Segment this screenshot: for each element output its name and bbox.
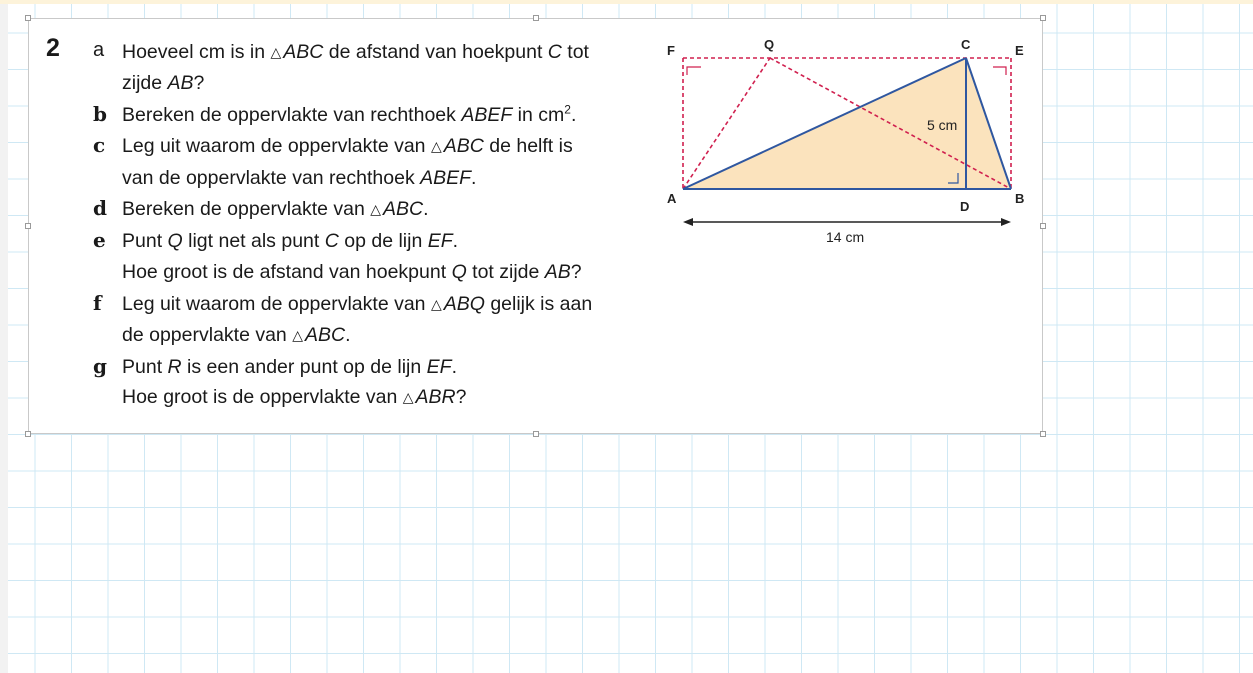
question-letter-e: e xyxy=(93,228,106,252)
point-label-b: B xyxy=(1015,191,1025,206)
text-segment: . xyxy=(452,230,459,252)
point-label-d: D xyxy=(960,199,970,214)
text-segment: Punt xyxy=(122,230,168,252)
text-segment: . xyxy=(471,167,477,189)
question-letter-c: c xyxy=(93,133,106,157)
text-segment: de oppervlakte van xyxy=(122,324,293,346)
text-segment: gelijk is aan xyxy=(484,293,593,315)
text-segment: Bereken de oppervlakte van rechthoek xyxy=(122,104,462,126)
math-variable: Q xyxy=(451,261,467,283)
text-segment: Hoe groot is de afstand van hoekpunt xyxy=(122,261,452,283)
math-variable: ABC xyxy=(383,198,424,220)
text-segment: de helft is xyxy=(483,135,573,157)
triangle-symbol: △ xyxy=(270,44,282,60)
point-label-c: C xyxy=(961,37,971,52)
triangle-symbol: △ xyxy=(370,201,382,217)
text-segment: de afstand van hoekpunt xyxy=(323,41,548,63)
text-segment: . xyxy=(423,198,429,220)
text-segment: ligt net als punt xyxy=(182,230,325,252)
text-segment: . xyxy=(345,324,351,346)
math-variable: EF xyxy=(426,356,452,378)
right-angle-mark-f xyxy=(687,67,701,75)
math-variable: Q xyxy=(167,230,183,252)
point-label-a: A xyxy=(667,191,677,206)
triangle-symbol: △ xyxy=(292,327,303,343)
math-variable: C xyxy=(547,41,562,63)
text-segment: ? xyxy=(570,261,582,283)
math-variable: ABC xyxy=(283,41,324,63)
text-segment: Leg uit waarom de oppervlakte van xyxy=(122,135,431,157)
text-segment: op de lijn xyxy=(338,230,428,252)
math-variable: EF xyxy=(427,230,453,252)
text-segment: Hoeveel cm is in xyxy=(122,41,271,63)
question-letter-a: a xyxy=(93,39,105,61)
math-variable: AB xyxy=(544,261,571,283)
base-label: 14 cm xyxy=(826,229,865,245)
math-variable: ABEF xyxy=(461,104,513,126)
math-variable: ABR xyxy=(415,386,456,408)
text-segment: zijde xyxy=(122,72,168,94)
math-variable: AB xyxy=(167,72,194,94)
text-segment: tot xyxy=(561,41,589,63)
question-letter-b: b xyxy=(93,102,107,126)
point-label-q: Q xyxy=(764,37,775,52)
height-label: 5 cm xyxy=(927,117,958,133)
text-segment: is een ander punt op de lijn xyxy=(181,356,427,378)
superscript: 2 xyxy=(564,102,571,117)
triangle-symbol: △ xyxy=(430,296,442,312)
math-variable: C xyxy=(324,230,339,252)
text-segment: Punt xyxy=(122,356,168,378)
math-variable: ABC xyxy=(304,324,346,346)
question-letter-g: g xyxy=(93,354,107,378)
math-variable: R xyxy=(167,356,182,378)
text-segment: van de oppervlakte van rechthoek xyxy=(122,167,421,189)
right-angle-mark-e xyxy=(993,67,1006,75)
base-arrow-right xyxy=(1001,218,1011,226)
triangle-symbol: △ xyxy=(402,389,414,405)
exercise-number: 2 xyxy=(46,34,60,62)
text-segment: tot zijde xyxy=(466,261,545,283)
text-segment: Bereken de oppervlakte van xyxy=(122,198,371,220)
text-segment: . xyxy=(570,104,577,126)
text-segment: ? xyxy=(455,386,467,408)
text-segment: . xyxy=(451,356,457,378)
text-segment: Leg uit waarom de oppervlakte van xyxy=(122,293,431,315)
math-variable: ABQ xyxy=(443,293,485,315)
point-label-f: F xyxy=(667,43,675,58)
point-label-e: E xyxy=(1015,43,1024,58)
math-variable: ABC xyxy=(443,135,484,157)
text-segment: in cm xyxy=(512,104,565,126)
math-variable: ABEF xyxy=(420,167,472,189)
base-arrow-left xyxy=(683,218,693,226)
text-segment: ? xyxy=(193,72,205,94)
question-letter-f: f xyxy=(93,291,102,315)
text-segment: Hoe groot is de oppervlakte van xyxy=(122,386,403,408)
triangle-abc-fill xyxy=(683,58,1011,189)
triangle-symbol: △ xyxy=(430,138,442,154)
question-letter-d: d xyxy=(93,196,107,220)
